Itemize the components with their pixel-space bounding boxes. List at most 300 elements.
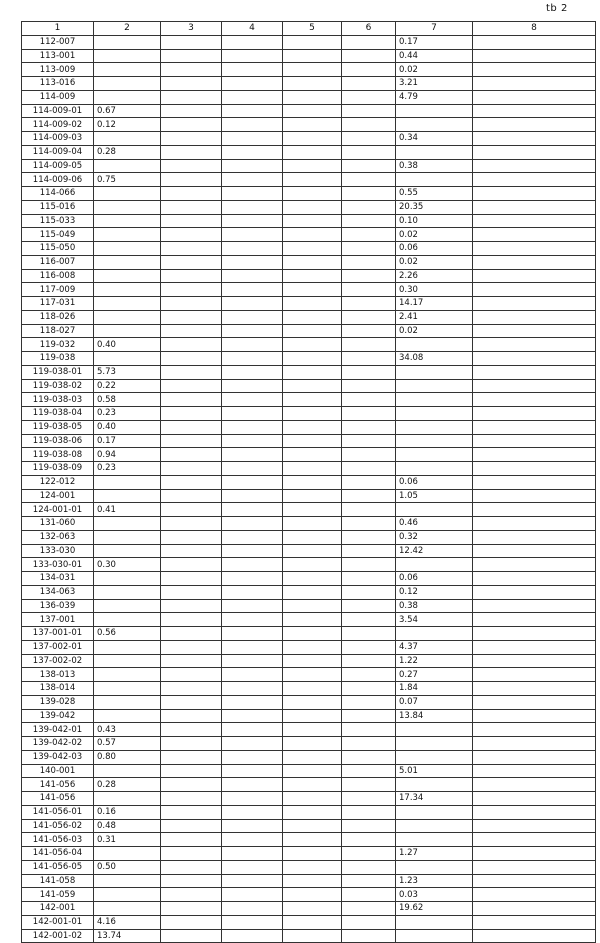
col2-value-cell bbox=[94, 599, 161, 613]
empty-cell bbox=[342, 668, 396, 682]
empty-cell bbox=[161, 585, 222, 599]
empty-cell bbox=[161, 90, 222, 104]
col7-value-cell: 1.23 bbox=[396, 874, 473, 888]
empty-cell bbox=[283, 640, 342, 654]
empty-cell bbox=[342, 544, 396, 558]
column-header: 1 bbox=[22, 22, 94, 36]
col7-value-cell: 1.84 bbox=[396, 682, 473, 696]
empty-cell bbox=[342, 187, 396, 201]
empty-cell bbox=[342, 352, 396, 366]
empty-cell bbox=[222, 572, 283, 586]
empty-cell bbox=[342, 654, 396, 668]
parcel-id-cell: 137-002-01 bbox=[22, 640, 94, 654]
empty-cell bbox=[283, 503, 342, 517]
empty-cell bbox=[222, 613, 283, 627]
col7-value-cell bbox=[396, 833, 473, 847]
empty-cell bbox=[283, 297, 342, 311]
empty-cell bbox=[283, 544, 342, 558]
col7-value-cell bbox=[396, 462, 473, 476]
col2-value-cell bbox=[94, 49, 161, 63]
empty-cell bbox=[283, 847, 342, 861]
empty-cell bbox=[222, 77, 283, 91]
table-row bbox=[22, 530, 596, 544]
empty-cell bbox=[283, 132, 342, 146]
col2-value-cell: 0.75 bbox=[94, 173, 161, 187]
empty-cell bbox=[283, 585, 342, 599]
col2-value-cell: 0.23 bbox=[94, 407, 161, 421]
empty-cell bbox=[283, 915, 342, 929]
empty-cell bbox=[283, 475, 342, 489]
empty-cell bbox=[161, 778, 222, 792]
col2-value-cell bbox=[94, 709, 161, 723]
empty-cell bbox=[161, 434, 222, 448]
parcel-id-cell: 122-012 bbox=[22, 475, 94, 489]
table-row bbox=[22, 489, 596, 503]
empty-cell bbox=[473, 448, 596, 462]
empty-cell bbox=[473, 640, 596, 654]
parcel-id-cell: 136-039 bbox=[22, 599, 94, 613]
empty-cell bbox=[342, 90, 396, 104]
empty-cell bbox=[473, 77, 596, 91]
empty-cell bbox=[342, 448, 396, 462]
empty-cell bbox=[222, 187, 283, 201]
empty-cell bbox=[222, 778, 283, 792]
parcel-id-cell: 119-038-02 bbox=[22, 379, 94, 393]
empty-cell bbox=[473, 654, 596, 668]
empty-cell bbox=[161, 489, 222, 503]
col7-value-cell: 20.35 bbox=[396, 200, 473, 214]
empty-cell bbox=[283, 200, 342, 214]
empty-cell bbox=[222, 379, 283, 393]
empty-cell bbox=[161, 640, 222, 654]
col7-value-cell bbox=[396, 104, 473, 118]
empty-cell bbox=[473, 475, 596, 489]
table-row bbox=[22, 613, 596, 627]
col7-value-cell bbox=[396, 558, 473, 572]
empty-cell bbox=[342, 695, 396, 709]
col7-value-cell: 0.02 bbox=[396, 228, 473, 242]
empty-cell bbox=[222, 145, 283, 159]
table-row bbox=[22, 393, 596, 407]
col7-value-cell: 0.38 bbox=[396, 159, 473, 173]
parcel-id-cell: 141-056 bbox=[22, 792, 94, 806]
empty-cell bbox=[161, 310, 222, 324]
empty-cell bbox=[161, 847, 222, 861]
parcel-id-cell: 137-002-02 bbox=[22, 654, 94, 668]
empty-cell bbox=[161, 462, 222, 476]
col2-value-cell: 0.50 bbox=[94, 860, 161, 874]
empty-cell bbox=[473, 833, 596, 847]
empty-cell bbox=[473, 860, 596, 874]
empty-cell bbox=[473, 283, 596, 297]
empty-cell bbox=[342, 145, 396, 159]
empty-cell bbox=[161, 475, 222, 489]
empty-cell bbox=[161, 269, 222, 283]
col7-value-cell: 0.27 bbox=[396, 668, 473, 682]
table-row bbox=[22, 145, 596, 159]
empty-cell bbox=[161, 695, 222, 709]
empty-cell bbox=[473, 544, 596, 558]
col7-value-cell bbox=[396, 778, 473, 792]
col2-value-cell bbox=[94, 792, 161, 806]
empty-cell bbox=[222, 695, 283, 709]
empty-cell bbox=[222, 365, 283, 379]
empty-cell bbox=[222, 915, 283, 929]
empty-cell bbox=[161, 324, 222, 338]
parcel-id-cell: 134-031 bbox=[22, 572, 94, 586]
col7-value-cell bbox=[396, 723, 473, 737]
parcel-id-cell: 119-038-08 bbox=[22, 448, 94, 462]
column-header: 3 bbox=[161, 22, 222, 36]
empty-cell bbox=[473, 585, 596, 599]
empty-cell bbox=[473, 874, 596, 888]
col2-value-cell: 0.28 bbox=[94, 778, 161, 792]
col7-value-cell bbox=[396, 860, 473, 874]
empty-cell bbox=[473, 737, 596, 751]
empty-cell bbox=[222, 132, 283, 146]
empty-cell bbox=[222, 668, 283, 682]
parcel-id-cell: 124-001 bbox=[22, 489, 94, 503]
col7-value-cell bbox=[396, 145, 473, 159]
empty-cell bbox=[473, 709, 596, 723]
table-row bbox=[22, 805, 596, 819]
empty-cell bbox=[222, 737, 283, 751]
empty-cell bbox=[222, 242, 283, 256]
empty-cell bbox=[342, 874, 396, 888]
empty-cell bbox=[161, 544, 222, 558]
col7-value-cell: 0.55 bbox=[396, 187, 473, 201]
empty-cell bbox=[473, 393, 596, 407]
col7-value-cell: 0.06 bbox=[396, 572, 473, 586]
empty-cell bbox=[283, 118, 342, 132]
empty-cell bbox=[473, 255, 596, 269]
empty-cell bbox=[473, 200, 596, 214]
col2-value-cell: 0.40 bbox=[94, 420, 161, 434]
col2-value-cell bbox=[94, 847, 161, 861]
parcel-id-cell: 131-060 bbox=[22, 517, 94, 531]
col7-value-cell: 0.06 bbox=[396, 242, 473, 256]
table-row bbox=[22, 640, 596, 654]
empty-cell bbox=[473, 613, 596, 627]
col2-value-cell bbox=[94, 517, 161, 531]
empty-cell bbox=[222, 420, 283, 434]
empty-cell bbox=[283, 448, 342, 462]
empty-cell bbox=[342, 558, 396, 572]
empty-cell bbox=[342, 255, 396, 269]
empty-cell bbox=[283, 35, 342, 49]
col7-value-cell: 5.01 bbox=[396, 764, 473, 778]
table-row bbox=[22, 448, 596, 462]
col7-value-cell: 0.07 bbox=[396, 695, 473, 709]
empty-cell bbox=[283, 379, 342, 393]
col7-value-cell: 14.17 bbox=[396, 297, 473, 311]
col7-value-cell bbox=[396, 173, 473, 187]
parcel-id-cell: 138-014 bbox=[22, 682, 94, 696]
empty-cell bbox=[161, 63, 222, 77]
empty-cell bbox=[473, 682, 596, 696]
empty-cell bbox=[342, 434, 396, 448]
empty-cell bbox=[283, 462, 342, 476]
empty-cell bbox=[342, 682, 396, 696]
parcel-id-cell: 142-001-01 bbox=[22, 915, 94, 929]
col2-value-cell bbox=[94, 242, 161, 256]
empty-cell bbox=[283, 324, 342, 338]
empty-cell bbox=[222, 627, 283, 641]
empty-cell bbox=[473, 503, 596, 517]
parcel-id-cell: 141-056-03 bbox=[22, 833, 94, 847]
empty-cell bbox=[342, 750, 396, 764]
table-row bbox=[22, 517, 596, 531]
col7-value-cell: 4.37 bbox=[396, 640, 473, 654]
table-row bbox=[22, 77, 596, 91]
empty-cell bbox=[161, 558, 222, 572]
parcel-id-cell: 116-007 bbox=[22, 255, 94, 269]
empty-cell bbox=[283, 187, 342, 201]
empty-cell bbox=[161, 503, 222, 517]
empty-cell bbox=[342, 132, 396, 146]
empty-cell bbox=[161, 874, 222, 888]
parcel-id-cell: 113-001 bbox=[22, 49, 94, 63]
parcel-id-cell: 132-063 bbox=[22, 530, 94, 544]
empty-cell bbox=[473, 915, 596, 929]
empty-cell bbox=[222, 104, 283, 118]
col7-value-cell: 12.42 bbox=[396, 544, 473, 558]
empty-cell bbox=[283, 750, 342, 764]
empty-cell bbox=[283, 764, 342, 778]
parcel-id-cell: 141-058 bbox=[22, 874, 94, 888]
parcel-id-cell: 138-013 bbox=[22, 668, 94, 682]
column-header: 2 bbox=[94, 22, 161, 36]
empty-cell bbox=[283, 833, 342, 847]
col7-value-cell: 3.54 bbox=[396, 613, 473, 627]
empty-cell bbox=[161, 723, 222, 737]
empty-cell bbox=[161, 833, 222, 847]
col2-value-cell bbox=[94, 63, 161, 77]
table-row bbox=[22, 214, 596, 228]
parcel-id-cell: 141-056-02 bbox=[22, 819, 94, 833]
empty-cell bbox=[473, 338, 596, 352]
parcel-id-cell: 115-033 bbox=[22, 214, 94, 228]
empty-cell bbox=[342, 159, 396, 173]
empty-cell bbox=[283, 723, 342, 737]
empty-cell bbox=[473, 599, 596, 613]
col7-value-cell: 0.06 bbox=[396, 475, 473, 489]
empty-cell bbox=[473, 159, 596, 173]
parcel-id-cell: 115-016 bbox=[22, 200, 94, 214]
empty-cell bbox=[342, 49, 396, 63]
col2-value-cell bbox=[94, 187, 161, 201]
empty-cell bbox=[473, 379, 596, 393]
col2-value-cell: 0.22 bbox=[94, 379, 161, 393]
empty-cell bbox=[342, 393, 396, 407]
empty-cell bbox=[161, 709, 222, 723]
col2-value-cell bbox=[94, 228, 161, 242]
empty-cell bbox=[222, 792, 283, 806]
empty-cell bbox=[473, 723, 596, 737]
empty-cell bbox=[161, 668, 222, 682]
empty-cell bbox=[283, 145, 342, 159]
empty-cell bbox=[342, 792, 396, 806]
empty-cell bbox=[342, 572, 396, 586]
empty-cell bbox=[473, 627, 596, 641]
col2-value-cell: 0.43 bbox=[94, 723, 161, 737]
parcel-id-cell: 114-009 bbox=[22, 90, 94, 104]
empty-cell bbox=[473, 888, 596, 902]
col7-value-cell: 0.34 bbox=[396, 132, 473, 146]
empty-cell bbox=[222, 283, 283, 297]
col2-value-cell bbox=[94, 77, 161, 91]
empty-cell bbox=[161, 214, 222, 228]
empty-cell bbox=[161, 572, 222, 586]
empty-cell bbox=[283, 173, 342, 187]
empty-cell bbox=[161, 118, 222, 132]
empty-cell bbox=[342, 709, 396, 723]
empty-cell bbox=[473, 819, 596, 833]
empty-cell bbox=[342, 104, 396, 118]
empty-cell bbox=[342, 723, 396, 737]
empty-cell bbox=[342, 77, 396, 91]
col7-value-cell: 0.38 bbox=[396, 599, 473, 613]
empty-cell bbox=[342, 379, 396, 393]
empty-cell bbox=[473, 173, 596, 187]
empty-cell bbox=[283, 819, 342, 833]
col7-value-cell bbox=[396, 420, 473, 434]
parcel-id-cell: 141-056-04 bbox=[22, 847, 94, 861]
empty-cell bbox=[342, 517, 396, 531]
parcel-id-cell: 114-009-02 bbox=[22, 118, 94, 132]
empty-cell bbox=[161, 599, 222, 613]
empty-cell bbox=[161, 365, 222, 379]
table-row bbox=[22, 599, 596, 613]
empty-cell bbox=[473, 132, 596, 146]
empty-cell bbox=[473, 63, 596, 77]
table-row bbox=[22, 269, 596, 283]
empty-cell bbox=[342, 338, 396, 352]
col2-value-cell: 0.57 bbox=[94, 737, 161, 751]
empty-cell bbox=[473, 35, 596, 49]
empty-cell bbox=[283, 489, 342, 503]
col2-value-cell bbox=[94, 283, 161, 297]
col7-value-cell: 0.10 bbox=[396, 214, 473, 228]
col7-value-cell: 13.84 bbox=[396, 709, 473, 723]
empty-cell bbox=[283, 627, 342, 641]
empty-cell bbox=[161, 805, 222, 819]
empty-cell bbox=[222, 35, 283, 49]
empty-cell bbox=[342, 503, 396, 517]
empty-cell bbox=[283, 49, 342, 63]
col2-value-cell bbox=[94, 682, 161, 696]
empty-cell bbox=[283, 695, 342, 709]
empty-cell bbox=[161, 187, 222, 201]
parcel-id-cell: 142-001-02 bbox=[22, 929, 94, 943]
table-row bbox=[22, 310, 596, 324]
col2-value-cell: 0.56 bbox=[94, 627, 161, 641]
empty-cell bbox=[473, 764, 596, 778]
col7-value-cell: 17.34 bbox=[396, 792, 473, 806]
empty-cell bbox=[222, 118, 283, 132]
empty-cell bbox=[161, 860, 222, 874]
col7-value-cell: 0.32 bbox=[396, 530, 473, 544]
col2-value-cell bbox=[94, 613, 161, 627]
page-mark: tb 2 bbox=[546, 3, 568, 14]
empty-cell bbox=[283, 805, 342, 819]
empty-cell bbox=[473, 269, 596, 283]
table-row bbox=[22, 365, 596, 379]
empty-cell bbox=[161, 819, 222, 833]
table-row bbox=[22, 627, 596, 641]
empty-cell bbox=[222, 475, 283, 489]
empty-cell bbox=[473, 49, 596, 63]
empty-cell bbox=[222, 805, 283, 819]
empty-cell bbox=[161, 242, 222, 256]
col7-value-cell: 1.05 bbox=[396, 489, 473, 503]
empty-cell bbox=[342, 764, 396, 778]
col7-value-cell bbox=[396, 915, 473, 929]
empty-cell bbox=[161, 228, 222, 242]
col2-value-cell: 0.40 bbox=[94, 338, 161, 352]
parcel-id-cell: 139-042-02 bbox=[22, 737, 94, 751]
col2-value-cell bbox=[94, 200, 161, 214]
empty-cell bbox=[283, 159, 342, 173]
empty-cell bbox=[161, 915, 222, 929]
empty-cell bbox=[283, 420, 342, 434]
parcel-id-cell: 113-009 bbox=[22, 63, 94, 77]
col2-value-cell bbox=[94, 695, 161, 709]
empty-cell bbox=[161, 654, 222, 668]
empty-cell bbox=[222, 324, 283, 338]
empty-cell bbox=[222, 407, 283, 421]
empty-cell bbox=[473, 434, 596, 448]
col7-value-cell: 4.79 bbox=[396, 90, 473, 104]
empty-cell bbox=[222, 310, 283, 324]
ledger-table bbox=[21, 21, 596, 943]
empty-cell bbox=[161, 200, 222, 214]
empty-cell bbox=[342, 613, 396, 627]
empty-cell bbox=[283, 874, 342, 888]
empty-cell bbox=[222, 503, 283, 517]
table-row bbox=[22, 118, 596, 132]
empty-cell bbox=[342, 420, 396, 434]
table-row bbox=[22, 819, 596, 833]
table-row bbox=[22, 764, 596, 778]
col2-value-cell: 0.16 bbox=[94, 805, 161, 819]
col7-value-cell bbox=[396, 448, 473, 462]
parcel-id-cell: 139-028 bbox=[22, 695, 94, 709]
empty-cell bbox=[283, 90, 342, 104]
empty-cell bbox=[283, 283, 342, 297]
empty-cell bbox=[222, 63, 283, 77]
table-row bbox=[22, 503, 596, 517]
empty-cell bbox=[473, 489, 596, 503]
empty-cell bbox=[222, 90, 283, 104]
empty-cell bbox=[473, 214, 596, 228]
col7-value-cell bbox=[396, 627, 473, 641]
empty-cell bbox=[222, 269, 283, 283]
empty-cell bbox=[473, 792, 596, 806]
empty-cell bbox=[222, 49, 283, 63]
empty-cell bbox=[473, 104, 596, 118]
table-row bbox=[22, 132, 596, 146]
empty-cell bbox=[473, 365, 596, 379]
col2-value-cell: 0.48 bbox=[94, 819, 161, 833]
table-row bbox=[22, 324, 596, 338]
col2-value-cell bbox=[94, 352, 161, 366]
empty-cell bbox=[161, 49, 222, 63]
col2-value-cell bbox=[94, 159, 161, 173]
parcel-id-cell: 119-038-03 bbox=[22, 393, 94, 407]
empty-cell bbox=[222, 833, 283, 847]
col2-value-cell: 0.23 bbox=[94, 462, 161, 476]
